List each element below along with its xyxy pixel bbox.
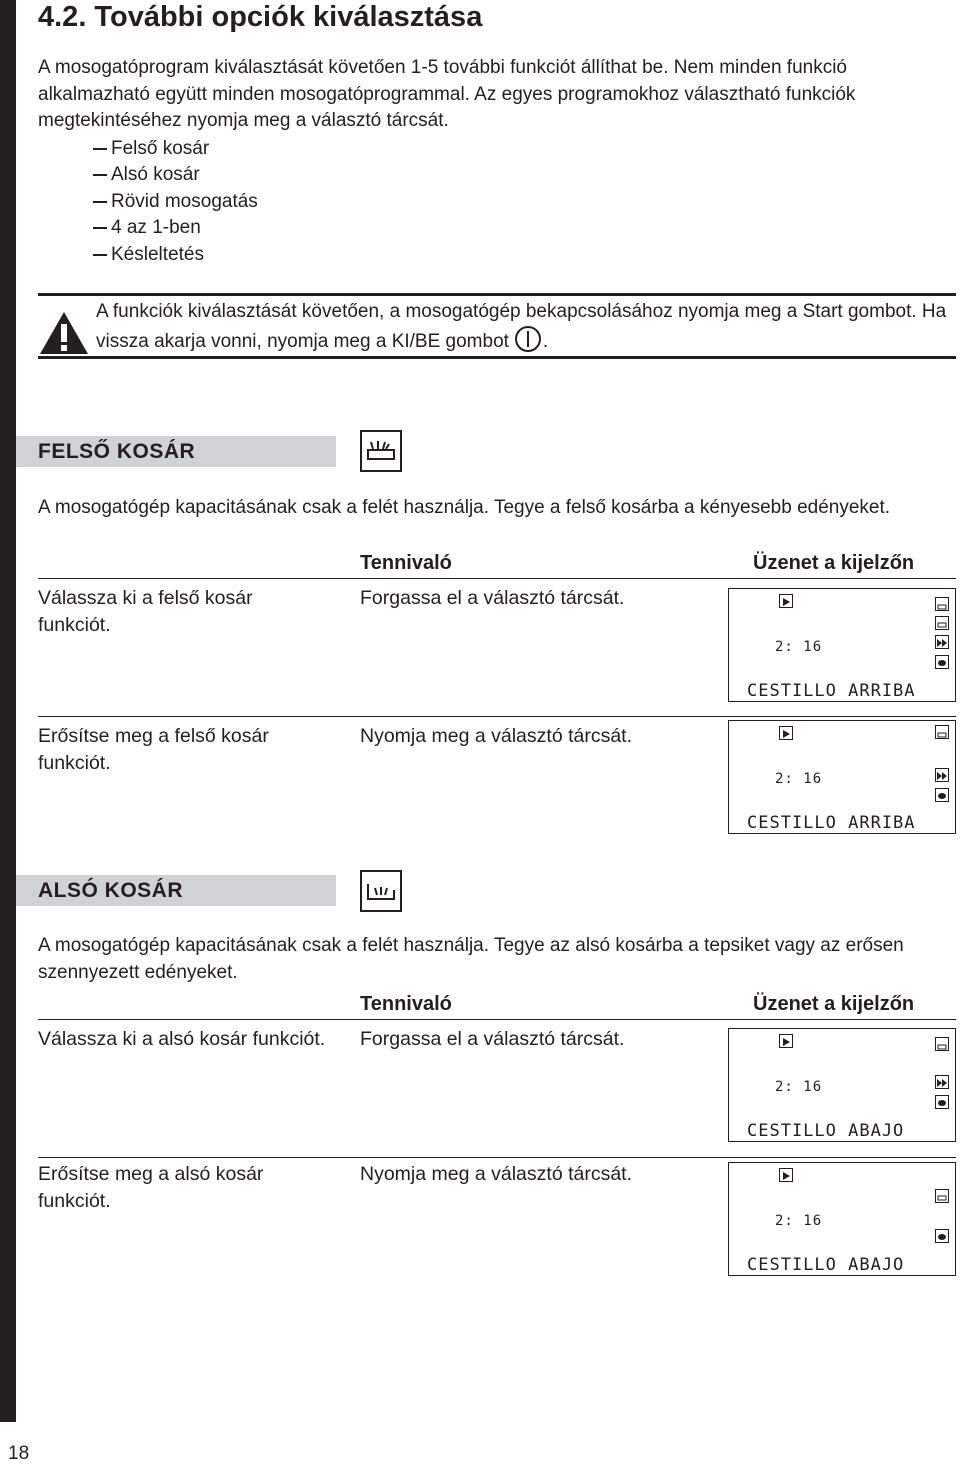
display-message: CESTILLO ARRIBA	[747, 813, 916, 833]
upper-basket-icon	[360, 430, 402, 472]
action-text: Nyomja meg a választó tárcsát.	[360, 1163, 633, 1185]
option-item: 4 az 1-ben	[93, 215, 201, 242]
step-text: Válassza ki a felső kosár funkciót.	[38, 587, 253, 636]
display-message: CESTILLO ABAJO	[747, 1121, 905, 1141]
table-divider	[38, 1157, 956, 1158]
upper-basket-icon	[935, 725, 949, 739]
display-time: 2: 16	[775, 639, 823, 655]
step-text: Erősítse meg a felső kosár funkciót.	[38, 725, 269, 774]
display-panel	[728, 720, 956, 834]
lower-basket-icon	[360, 870, 402, 912]
fast-forward-icon	[935, 768, 949, 782]
section-title-upper: FELSŐ KOSÁR	[38, 440, 196, 463]
warning-message: A funkciók kiválasztását követően, a mosogatógép bekapcsolásához nyomja meg a Start gombot. Ha vissza akarja vonni, nyomja meg a KI/BE gombot	[96, 301, 947, 352]
intro-paragraph: A mosogatóprogram kiválasztását követően 1-5 további funkciót állíthat be. Nem minden funkció alkalmazható együtt minden mosogatóprogrammal. Az egyes programokhoz választható funkciók megtekintéséhez nyomja meg a választó tárcsát.	[38, 57, 856, 131]
action-text: Forgassa el a választó tárcsát.	[360, 1028, 625, 1050]
tablet-icon	[935, 655, 949, 669]
tablet-icon	[935, 788, 949, 802]
option-item: Rövid mosogatás	[93, 189, 258, 216]
left-margin-bar	[0, 0, 16, 1422]
warning-triangle-icon	[38, 310, 90, 361]
display-panel	[728, 1028, 956, 1142]
display-message: CESTILLO ABAJO	[747, 1255, 905, 1275]
upper-basket-icon	[935, 1037, 949, 1051]
display-time: 2: 16	[775, 1079, 823, 1095]
tablet-icon	[935, 1229, 949, 1243]
page-title: 4.2. További opciók kiválasztása	[38, 1, 483, 33]
column-header-action: Tennivaló	[360, 993, 452, 1015]
column-header-display: Üzenet a kijelzőn	[753, 993, 915, 1015]
display-time: 2: 16	[775, 771, 823, 787]
power-button-icon	[515, 326, 541, 352]
lower-basket-icon	[935, 1189, 949, 1203]
table-divider	[38, 1019, 956, 1020]
lower-description: A mosogatógép kapacitásának csak a felét használja. Tegye az alsó kosárba a tepsiket vagy az erősen szennyezett edényeket.	[38, 935, 904, 983]
display-time: 2: 16	[775, 1213, 823, 1229]
warning-top-rule	[38, 293, 956, 296]
play-icon	[779, 1034, 793, 1048]
table-divider	[38, 716, 956, 717]
option-item: Késleltetés	[93, 242, 204, 269]
option-item: Alsó kosár	[93, 162, 200, 189]
step-text: Válassza ki a alsó kosár funkciót.	[38, 1028, 326, 1050]
display-panel	[728, 588, 956, 702]
warning-bottom-rule	[38, 356, 956, 359]
tablet-icon	[935, 1095, 949, 1109]
step-text: Erősítse meg a alsó kosár funkciót.	[38, 1163, 264, 1212]
fast-forward-icon	[935, 1075, 949, 1089]
page-number: 18	[8, 1443, 30, 1464]
play-icon	[779, 594, 793, 608]
display-panel	[728, 1162, 956, 1276]
display-message: CESTILLO ARRIBA	[747, 681, 916, 701]
lower-basket-icon	[935, 616, 949, 630]
upper-basket-icon	[935, 597, 949, 611]
action-text: Forgassa el a választó tárcsát.	[360, 587, 625, 609]
upper-description: A mosogatógép kapacitásának csak a felét használja. Tegye a felső kosárba a kényesebb edényeket.	[38, 497, 891, 518]
play-icon	[779, 726, 793, 740]
table-divider	[38, 578, 956, 579]
action-text: Nyomja meg a választó tárcsát.	[360, 725, 633, 747]
option-item: Felső kosár	[93, 136, 209, 163]
section-title-lower: ALSÓ KOSÁR	[38, 879, 184, 902]
warning-text: A funkciók kiválasztását követően, a mosogatógép bekapcsolásához nyomja meg a Start gombot. Ha vissza akarja vonni, nyomja meg a KI/BE gombot .	[96, 301, 947, 352]
column-header-display: Üzenet a kijelzőn	[753, 552, 915, 574]
play-icon	[779, 1168, 793, 1182]
column-header-action: Tennivaló	[360, 552, 452, 574]
fast-forward-icon	[935, 635, 949, 649]
